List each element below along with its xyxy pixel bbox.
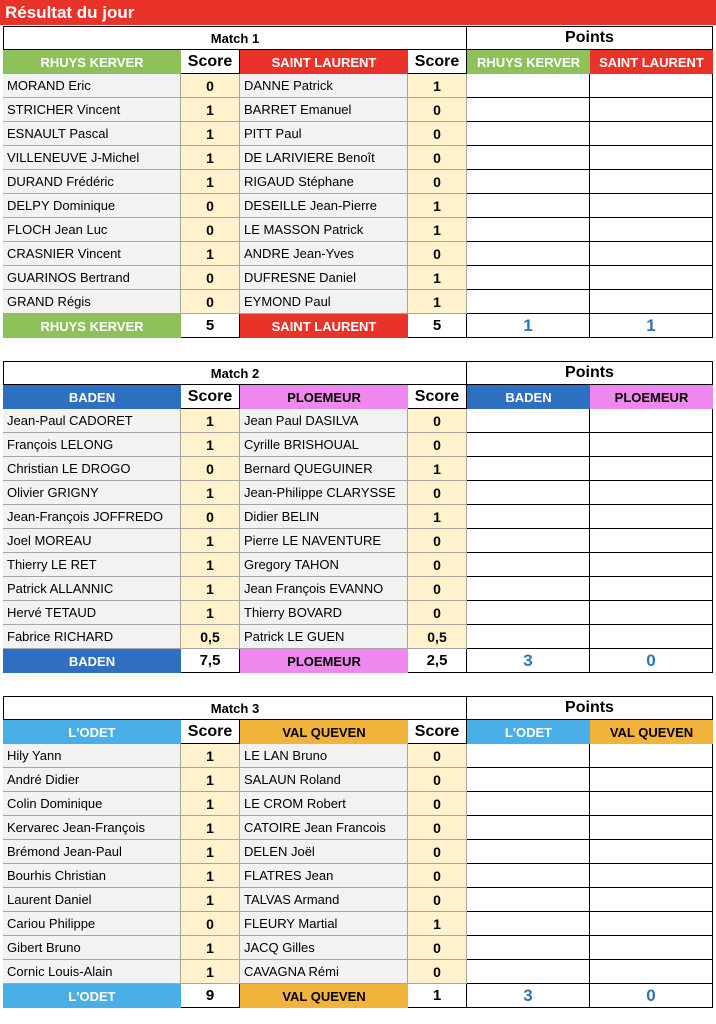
away-player-score: 0 <box>408 529 467 553</box>
home-player-score: 0 <box>181 290 240 314</box>
home-player-score: 1 <box>181 122 240 146</box>
home-player-name: Laurent Daniel <box>3 888 181 912</box>
points-home-cell <box>467 792 590 816</box>
home-player-name: VILLENEUVE J-Michel <box>3 146 181 170</box>
points-away-cell <box>590 816 713 840</box>
home-team-total-label: RHUYS KERVER <box>3 314 181 338</box>
points-away-cell <box>590 457 713 481</box>
away-player-name: ANDRE Jean-Yves <box>240 242 408 266</box>
home-player-name: FLOCH Jean Luc <box>3 218 181 242</box>
away-player-score: 0 <box>408 553 467 577</box>
home-player-score: 1 <box>181 409 240 433</box>
away-player-score: 0 <box>408 864 467 888</box>
away-player-score: 0 <box>408 98 467 122</box>
away-player-score: 1 <box>408 74 467 98</box>
home-player-score: 1 <box>181 146 240 170</box>
home-player-name: André Didier <box>3 768 181 792</box>
points-home-cell <box>467 960 590 984</box>
home-player-score: 0 <box>181 74 240 98</box>
away-player-score: 1 <box>408 457 467 481</box>
home-player-name: Cornic Louis-Alain <box>3 960 181 984</box>
home-player-name: DELPY Dominique <box>3 194 181 218</box>
points-home-cell <box>467 744 590 768</box>
points-header: Points <box>467 26 713 50</box>
home-player-name: Olivier GRIGNY <box>3 481 181 505</box>
away-player-score: 1 <box>408 194 467 218</box>
away-player-name: FLEURY Martial <box>240 912 408 936</box>
match-label: Match 2 <box>3 361 467 385</box>
away-team-total: 2,5 <box>408 649 467 673</box>
home-player-score: 1 <box>181 529 240 553</box>
score-header: Score <box>181 385 240 409</box>
points-home-cell <box>467 936 590 960</box>
home-team-total-label: BADEN <box>3 649 181 673</box>
away-player-name: PITT Paul <box>240 122 408 146</box>
points-away-cell <box>590 553 713 577</box>
match-label: Match 1 <box>3 26 467 50</box>
away-team-header: SAINT LAURENT <box>240 50 408 74</box>
points-away-cell <box>590 146 713 170</box>
away-player-name: Jean-Philippe CLARYSSE <box>240 481 408 505</box>
points-home-cell <box>467 505 590 529</box>
points-away-cell <box>590 840 713 864</box>
home-player-score: 0 <box>181 194 240 218</box>
away-player-name: Cyrille BRISHOUAL <box>240 433 408 457</box>
away-player-name: Patrick LE GUEN <box>240 625 408 649</box>
home-player-name: Gibert Bruno <box>3 936 181 960</box>
away-player-name: JACQ Gilles <box>240 936 408 960</box>
points-home-cell <box>467 553 590 577</box>
home-player-name: CRASNIER Vincent <box>3 242 181 266</box>
away-player-score: 0 <box>408 792 467 816</box>
points-home-cell <box>467 242 590 266</box>
points-away-team-header: VAL QUEVEN <box>590 720 713 744</box>
home-player-score: 1 <box>181 792 240 816</box>
points-home-cell <box>467 768 590 792</box>
away-player-name: CATOIRE Jean Francois <box>240 816 408 840</box>
away-player-name: CAVAGNA Rémi <box>240 960 408 984</box>
away-player-name: DESEILLE Jean-Pierre <box>240 194 408 218</box>
match-label: Match 3 <box>3 696 467 720</box>
home-team-header: L'ODET <box>3 720 181 744</box>
home-player-score: 1 <box>181 840 240 864</box>
away-player-score: 0 <box>408 577 467 601</box>
away-player-score: 1 <box>408 290 467 314</box>
points-away-cell <box>590 290 713 314</box>
points-away-cell <box>590 744 713 768</box>
points-away-cell <box>590 122 713 146</box>
away-player-name: Pierre LE NAVENTURE <box>240 529 408 553</box>
score-header: Score <box>408 720 467 744</box>
home-player-score: 1 <box>181 481 240 505</box>
points-away-cell <box>590 266 713 290</box>
points-away-team-header: PLOEMEUR <box>590 385 713 409</box>
home-player-score: 1 <box>181 577 240 601</box>
away-team-total: 1 <box>408 984 467 1008</box>
points-header: Points <box>467 361 713 385</box>
away-player-score: 0 <box>408 601 467 625</box>
home-player-score: 0 <box>181 505 240 529</box>
away-player-score: 0 <box>408 122 467 146</box>
home-player-name: DURAND Frédéric <box>3 170 181 194</box>
points-home-cell <box>467 194 590 218</box>
points-away-cell <box>590 194 713 218</box>
points-home-cell <box>467 625 590 649</box>
away-team-points: 0 <box>590 984 713 1008</box>
home-player-name: Christian LE DROGO <box>3 457 181 481</box>
away-player-name: DUFRESNE Daniel <box>240 266 408 290</box>
home-player-score: 1 <box>181 433 240 457</box>
away-player-name: Jean Paul DASILVA <box>240 409 408 433</box>
home-player-name: François LELONG <box>3 433 181 457</box>
away-player-score: 0 <box>408 768 467 792</box>
away-player-score: 1 <box>408 266 467 290</box>
home-player-name: Brémond Jean-Paul <box>3 840 181 864</box>
points-home-cell <box>467 577 590 601</box>
points-away-cell <box>590 936 713 960</box>
score-header: Score <box>181 720 240 744</box>
home-player-score: 1 <box>181 170 240 194</box>
away-player-score: 0 <box>408 840 467 864</box>
home-player-score: 1 <box>181 98 240 122</box>
score-header: Score <box>408 385 467 409</box>
home-player-score: 1 <box>181 888 240 912</box>
points-away-cell <box>590 170 713 194</box>
away-player-name: RIGAUD Stéphane <box>240 170 408 194</box>
away-player-score: 0 <box>408 242 467 266</box>
points-away-cell <box>590 409 713 433</box>
points-away-cell <box>590 505 713 529</box>
home-player-name: Thierry LE RET <box>3 553 181 577</box>
away-player-score: 0 <box>408 936 467 960</box>
away-team-points: 1 <box>590 314 713 338</box>
home-player-name: Fabrice RICHARD <box>3 625 181 649</box>
home-team-total: 9 <box>181 984 240 1008</box>
home-player-score: 1 <box>181 864 240 888</box>
away-player-score: 0 <box>408 960 467 984</box>
home-team-points: 1 <box>467 314 590 338</box>
page-title: Résultat du jour <box>0 0 716 25</box>
away-player-name: Didier BELIN <box>240 505 408 529</box>
away-team-total-label: PLOEMEUR <box>240 649 408 673</box>
away-player-name: TALVAS Armand <box>240 888 408 912</box>
away-player-name: LE MASSON Patrick <box>240 218 408 242</box>
points-home-cell <box>467 122 590 146</box>
away-player-score: 1 <box>408 505 467 529</box>
away-player-score: 0 <box>408 409 467 433</box>
away-player-score: 0 <box>408 481 467 505</box>
points-away-cell <box>590 768 713 792</box>
home-player-name: Hervé TETAUD <box>3 601 181 625</box>
away-player-name: EYMOND Paul <box>240 290 408 314</box>
home-player-score: 1 <box>181 768 240 792</box>
home-team-total: 5 <box>181 314 240 338</box>
away-team-total: 5 <box>408 314 467 338</box>
away-player-name: DE LARIVIERE Benoît <box>240 146 408 170</box>
points-home-cell <box>467 601 590 625</box>
points-home-cell <box>467 481 590 505</box>
away-player-score: 0,5 <box>408 625 467 649</box>
away-player-name: Thierry BOVARD <box>240 601 408 625</box>
home-player-score: 1 <box>181 936 240 960</box>
points-away-cell <box>590 601 713 625</box>
spacer-row <box>3 338 713 362</box>
points-home-cell <box>467 912 590 936</box>
points-home-cell <box>467 290 590 314</box>
away-player-score: 0 <box>408 433 467 457</box>
score-header: Score <box>408 50 467 74</box>
points-header: Points <box>467 696 713 720</box>
away-player-name: Jean François EVANNO <box>240 577 408 601</box>
points-away-team-header: SAINT LAURENT <box>590 50 713 74</box>
points-home-cell <box>467 266 590 290</box>
points-home-cell <box>467 840 590 864</box>
home-team-points: 3 <box>467 649 590 673</box>
home-player-score: 1 <box>181 242 240 266</box>
points-away-cell <box>590 792 713 816</box>
away-team-total-label: SAINT LAURENT <box>240 314 408 338</box>
home-player-name: Colin Dominique <box>3 792 181 816</box>
points-home-cell <box>467 864 590 888</box>
points-home-cell <box>467 409 590 433</box>
points-away-cell <box>590 481 713 505</box>
points-away-cell <box>590 98 713 122</box>
home-player-name: Bourhis Christian <box>3 864 181 888</box>
home-player-name: Jean-Paul CADORET <box>3 409 181 433</box>
away-player-name: SALAUN Roland <box>240 768 408 792</box>
points-away-cell <box>590 625 713 649</box>
home-player-name: Jean-François JOFFREDO <box>3 505 181 529</box>
points-home-team-header: L'ODET <box>467 720 590 744</box>
away-player-name: FLATRES Jean <box>240 864 408 888</box>
points-home-team-header: RHUYS KERVER <box>467 50 590 74</box>
points-away-cell <box>590 912 713 936</box>
home-player-score: 0 <box>181 912 240 936</box>
away-player-name: DELEN Joël <box>240 840 408 864</box>
home-team-points: 3 <box>467 984 590 1008</box>
home-player-name: STRICHER Vincent <box>3 98 181 122</box>
score-header: Score <box>181 50 240 74</box>
away-player-score: 0 <box>408 744 467 768</box>
home-player-score: 0 <box>181 457 240 481</box>
away-team-points: 0 <box>590 649 713 673</box>
home-player-score: 1 <box>181 816 240 840</box>
points-away-cell <box>590 864 713 888</box>
home-player-score: 0,5 <box>181 625 240 649</box>
home-player-name: GRAND Régis <box>3 290 181 314</box>
points-home-cell <box>467 888 590 912</box>
points-home-cell <box>467 74 590 98</box>
home-player-name: Kervarec Jean-François <box>3 816 181 840</box>
home-player-name: Hily Yann <box>3 744 181 768</box>
away-player-name: LE LAN Bruno <box>240 744 408 768</box>
home-player-score: 1 <box>181 553 240 577</box>
home-player-name: ESNAULT Pascal <box>3 122 181 146</box>
points-home-cell <box>467 457 590 481</box>
spacer-row <box>3 673 713 697</box>
points-away-cell <box>590 577 713 601</box>
away-team-header: PLOEMEUR <box>240 385 408 409</box>
points-away-cell <box>590 218 713 242</box>
away-player-name: Gregory TAHON <box>240 553 408 577</box>
points-home-cell <box>467 170 590 194</box>
home-player-score: 1 <box>181 960 240 984</box>
away-player-name: DANNE Patrick <box>240 74 408 98</box>
home-player-name: Patrick ALLANNIC <box>3 577 181 601</box>
points-home-cell <box>467 98 590 122</box>
points-home-cell <box>467 218 590 242</box>
points-home-team-header: BADEN <box>467 385 590 409</box>
away-team-total-label: VAL QUEVEN <box>240 984 408 1008</box>
points-away-cell <box>590 433 713 457</box>
home-team-header: BADEN <box>3 385 181 409</box>
away-player-score: 0 <box>408 146 467 170</box>
points-home-cell <box>467 529 590 553</box>
home-player-score: 1 <box>181 601 240 625</box>
home-player-name: Joel MOREAU <box>3 529 181 553</box>
points-away-cell <box>590 888 713 912</box>
points-home-cell <box>467 433 590 457</box>
home-team-total: 7,5 <box>181 649 240 673</box>
home-team-header: RHUYS KERVER <box>3 50 181 74</box>
points-away-cell <box>590 242 713 266</box>
away-player-score: 0 <box>408 170 467 194</box>
home-player-score: 0 <box>181 266 240 290</box>
home-player-name: GUARINOS Bertrand <box>3 266 181 290</box>
away-player-score: 1 <box>408 912 467 936</box>
home-player-score: 0 <box>181 218 240 242</box>
away-player-name: LE CROM Robert <box>240 792 408 816</box>
away-player-score: 0 <box>408 888 467 912</box>
away-player-score: 1 <box>408 218 467 242</box>
points-home-cell <box>467 146 590 170</box>
away-player-name: BARRET Emanuel <box>240 98 408 122</box>
away-player-name: Bernard QUEGUINER <box>240 457 408 481</box>
home-player-score: 1 <box>181 744 240 768</box>
points-away-cell <box>590 960 713 984</box>
points-away-cell <box>590 74 713 98</box>
home-player-name: Cariou Philippe <box>3 912 181 936</box>
points-home-cell <box>467 816 590 840</box>
home-team-total-label: L'ODET <box>3 984 181 1008</box>
away-player-score: 0 <box>408 816 467 840</box>
points-away-cell <box>590 529 713 553</box>
home-player-name: MORAND Eric <box>3 74 181 98</box>
away-team-header: VAL QUEVEN <box>240 720 408 744</box>
